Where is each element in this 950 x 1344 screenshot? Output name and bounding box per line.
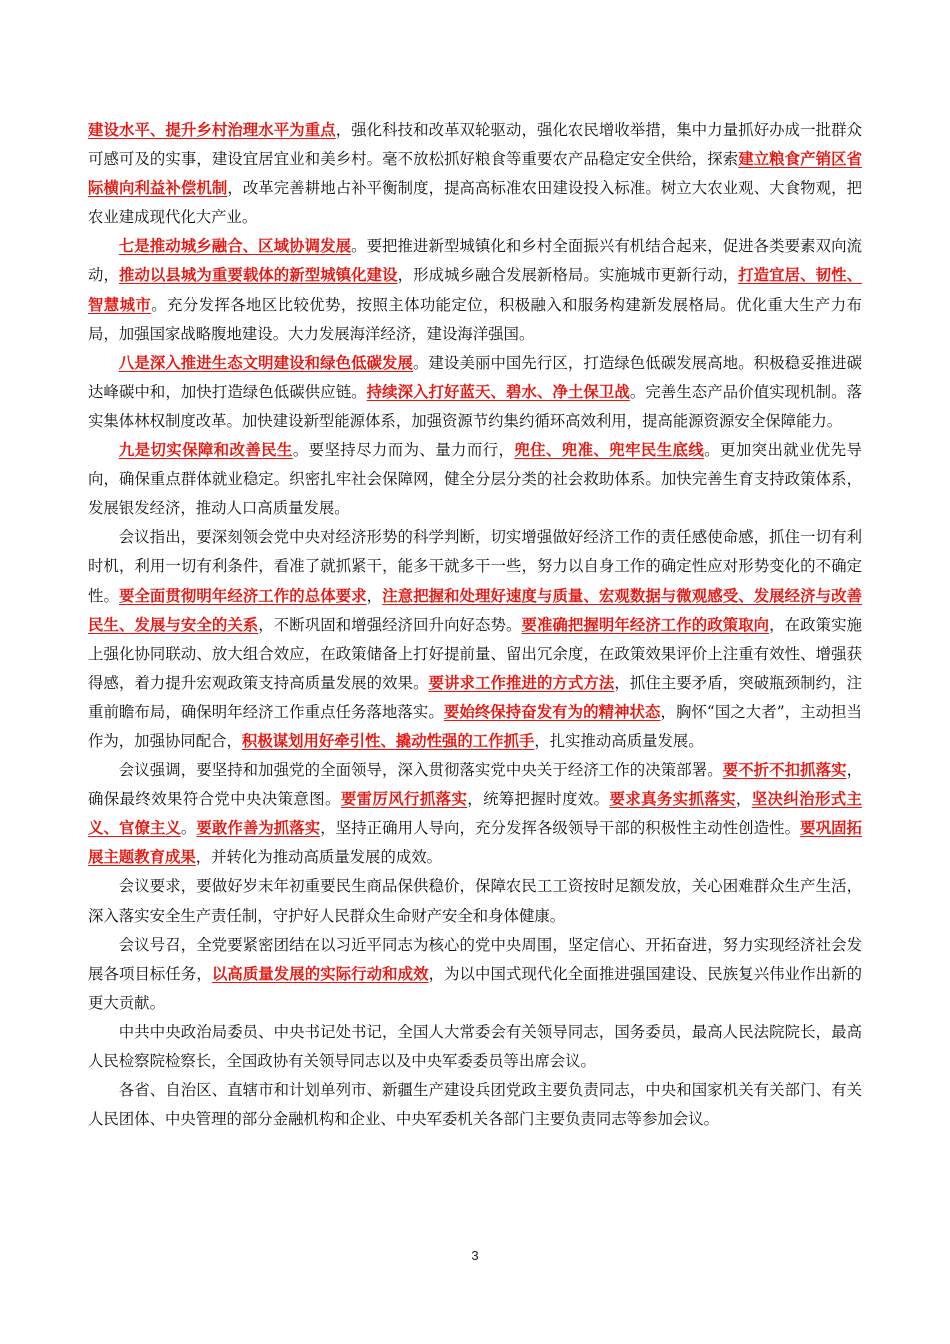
text-run: ，确保最终效果符合党中央决策意图。 <box>88 761 862 809</box>
text-run: 会议要求，要做好岁末年初重要民生商品保供稳价，保障农民工工资按时足额发放，关心困难群众生产生活，深入落实安全生产责任制，守护好人民群众生命财产安全和身体健康。 <box>88 877 862 925</box>
paragraph <box>88 116 862 232</box>
text-run: ，统筹把握时度效。 <box>467 790 610 809</box>
highlighted-phrase: 七是推动城乡融合、区域协调发展 <box>118 237 352 256</box>
text-run: ， <box>366 586 383 605</box>
highlighted-phrase: 建设水平、提升乡村治理水平为重点 <box>88 121 336 139</box>
text-run: ， <box>735 790 752 809</box>
highlighted-phrase: 打造宜居、韧性、智慧城市 <box>88 266 862 314</box>
highlighted-phrase: 持续深入打好蓝天、碧水、净土保卫战 <box>366 382 630 401</box>
highlighted-phrase: 注意把握和处理好速度与质量、宏观数据与微观感受、发展经济与改善民生、发展与安全的关系 <box>88 586 862 634</box>
highlighted-phrase: 八是深入推进生态文明建设和绿色低碳发展 <box>118 353 414 372</box>
highlighted-phrase: 兜住、兜准、兜牢民生底线 <box>514 441 705 460</box>
paragraph <box>88 232 862 348</box>
text-run: 。要把推进新型城镇化和乡村全面振兴有机结合起来，促进各类要素双向流动， <box>88 237 862 285</box>
text-run: ，不断巩固和增强经济回升向好态势。 <box>258 615 522 634</box>
highlighted-phrase: 要始终保持奋发有为的精神状态 <box>443 702 661 721</box>
text-run: 。建设美丽中国先行区，打造绿色低碳发展高地。积极稳妥推进碳达峰碳中和，加快打造绿色低碳供应链。 <box>88 353 862 401</box>
highlighted-phrase: 要准确把握明年经济工作的政策取向 <box>521 615 770 634</box>
highlighted-phrase: 要敢作善为抓落实 <box>196 819 321 838</box>
text-run: ，扎实推动高质量发展。 <box>534 731 704 750</box>
text-run: 中共中央政治局委员、中央书记处书记，全国人大常委会有关领导同志，国务委员，最高人民法院院长，最高人民检察院检察长，全国政协有关领导同志以及中央军委委员等出席会议。 <box>88 1022 862 1070</box>
highlighted-phrase: 要讲求工作推进的方式方法 <box>428 673 615 692</box>
text-run: ，为以中国式现代化全面推进强国建设、民族复兴伟业作出新的更大贡献。 <box>88 964 862 1012</box>
text-run: 。 <box>180 819 197 838</box>
highlighted-phrase: 坚决纠治形式主义、官僚主义 <box>88 790 862 838</box>
highlighted-phrase: 积极谋划用好牵引性、撬动性强的工作抓手 <box>241 731 535 750</box>
highlighted-phrase: 要巩固拓展主题教育成果 <box>88 819 862 867</box>
text-run: ，强化科技和改革双轮驱动，强化农民增收举措，集中力量抓好办成一批群众可感可及的实事，建设宜居宜业和美乡村。毫不放松抓好粮食等重要农产品稳定安全供给，探索 <box>88 121 862 169</box>
paragraph <box>88 523 862 756</box>
text-run: ，形成城乡融合发展新格局。实施城市更新行动， <box>397 266 739 285</box>
text-run: 。要坚持尽力而为、量力而行， <box>292 441 515 460</box>
text-run: ，在政策实施上强化协同联动、放大组合效应，在政策储备上打好提前量、留出冗余度，在政策效果评价上注重有效性、增强获得感，着力提升宏观政策支持高质量发展的效果。 <box>88 615 862 692</box>
paragraph <box>88 931 862 1018</box>
text-run: 。完善生态产品价值实现机制。落实集体林权制度改革。加快建设新型能源体系，加强资源节约集约循环高效利用，提高能源资源安全保障能力。 <box>88 382 862 430</box>
text-run: 。更加突出就业优先导向，确保重点群体就业稳定。织密扎牢社会保障网，健全分层分类的社会救助体系。加快完善生育支持政策体系，发展银发经济，推动人口高质量发展。 <box>88 441 862 518</box>
highlighted-phrase: 推动以县城为重要载体的新型城镇化建设 <box>118 266 398 285</box>
text-run: 。充分发挥各地区比较优势，按照主体功能定位，积极融入和服务构建新发展格局。优化重大生产力布局，加强国家战略腹地建设。大力发展海洋经济，建设海洋强国。 <box>88 295 862 343</box>
highlighted-phrase: 要全面贯彻明年经济工作的总体要求 <box>118 586 367 605</box>
document-body <box>88 116 862 1134</box>
text-run: ，胸怀“国之大者”，主动担当作为，加强协同配合， <box>88 702 862 750</box>
paragraph <box>88 872 862 930</box>
paragraph <box>88 436 862 523</box>
highlighted-phrase: 要不折不扣抓落实 <box>722 761 847 780</box>
highlighted-phrase: 要求真务实抓落实 <box>609 790 736 809</box>
highlighted-phrase: 要雷厉风行抓落实 <box>340 790 468 809</box>
page-number: 3 <box>471 1248 479 1263</box>
text-run: 会议强调，要坚持和加强党的全面领导，深入贯彻落实党中央关于经济工作的决策部署。 <box>118 761 723 780</box>
text-run: ，改革完善耕地占补平衡制度，提高高标准农田建设投入标准。树立大农业观、大食物观，把农业建成现代化大产业。 <box>88 179 862 227</box>
text-run: ，抓住主要矛盾，突破瓶颈制约，注重前瞻布局，确保明年经济工作重点任务落地落实。 <box>88 673 862 721</box>
text-run: 各省、自治区、直辖市和计划单列市、新疆生产建设兵团党政主要负责同志，中央和国家机关有关部门、有关人民团体、中央管理的部分金融机构和企业、中央军委机关各部门主要负责同志等参加会议。 <box>88 1081 862 1129</box>
text-run: ，坚持正确用人导向，充分发挥各级领导干部的积极性主动性创造性。 <box>320 819 801 838</box>
highlighted-phrase: 以高质量发展的实际行动和成效 <box>211 964 429 983</box>
text-run: 会议指出，要深刻领会党中央对经济形势的科学判断，切实增强做好经济工作的责任感使命感，抓住一切有利时机，利用一切有利条件，看准了就抓紧干，能多干就多干一些，努力以自身工作的确定性应对形势变化的不确定性。 <box>88 528 862 605</box>
paragraph <box>88 1018 862 1076</box>
paragraph <box>88 756 862 872</box>
highlighted-phrase: 九是切实保障和改善民生 <box>118 441 293 460</box>
text-run: ，并转化为推动高质量发展的成效。 <box>195 848 443 867</box>
paragraph <box>88 349 862 436</box>
text-run: 会议号召，全党要紧密团结在以习近平同志为核心的党中央周围，坚定信心、开拓奋进，努力实现经济社会发展各项目标任务， <box>88 935 862 983</box>
highlighted-phrase: 建立粮食产销区省际横向利益补偿机制 <box>88 150 862 198</box>
paragraph <box>88 1076 862 1134</box>
